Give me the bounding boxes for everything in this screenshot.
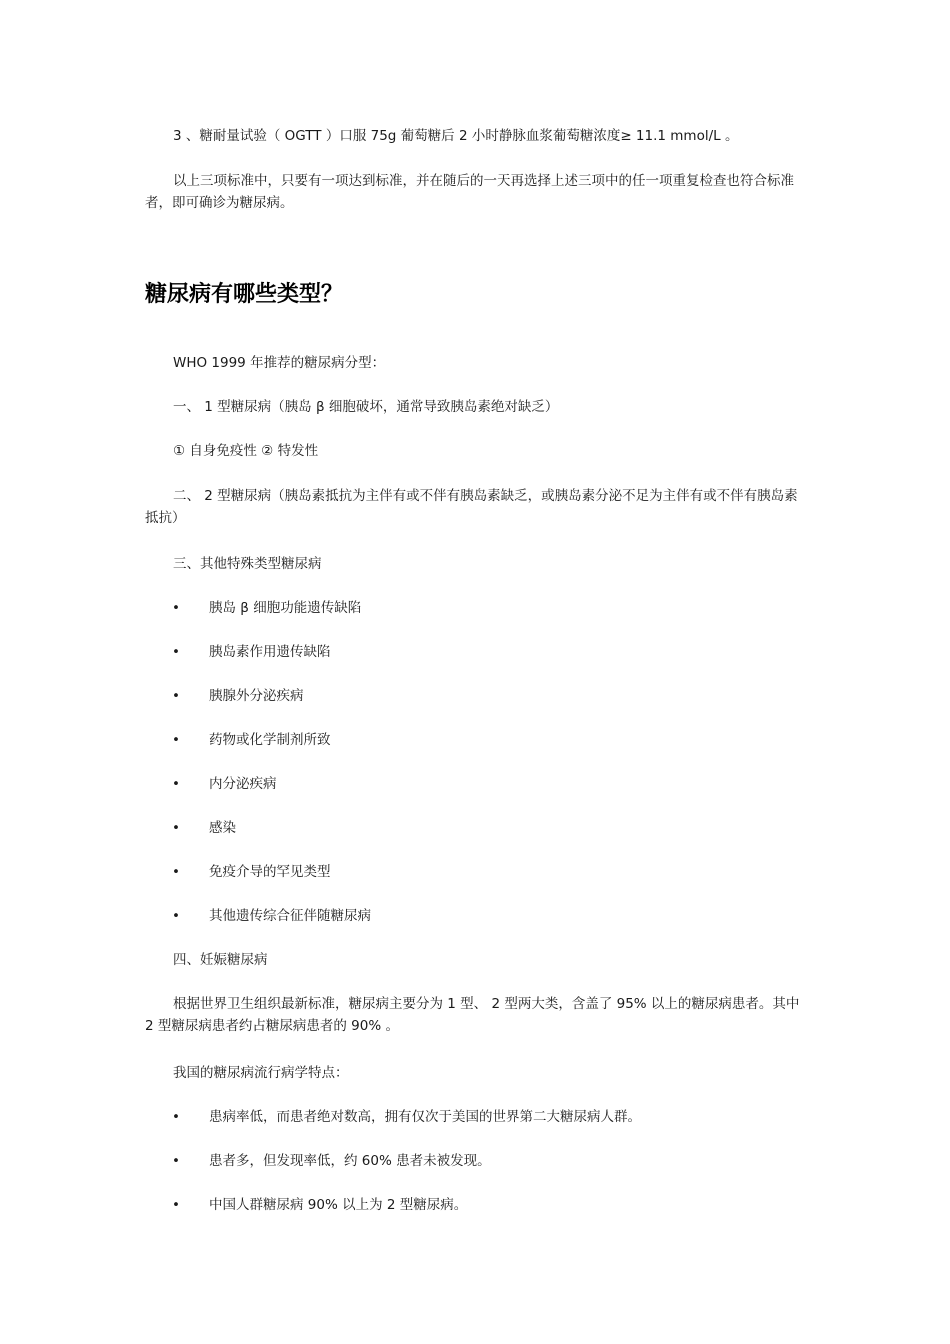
china-intro-paragraph: 我国的糖尿病流行病学特点： xyxy=(173,1065,349,1081)
list-item xyxy=(172,1194,812,1216)
list-item xyxy=(172,1106,812,1128)
bullet-icon: • xyxy=(172,864,180,880)
bullet-icon: • xyxy=(172,688,180,704)
list-item-text: 内分泌疾病 xyxy=(209,776,277,792)
list-item xyxy=(172,861,812,883)
bullet-icon: • xyxy=(172,1153,180,1169)
list-item xyxy=(172,641,812,663)
list-item xyxy=(172,685,812,707)
list-item-text: 患病率低，而患者绝对数高，拥有仅次于美国的世界第二大糖尿病人群。 xyxy=(209,1109,641,1125)
list-item-text: 其他遗传综合征伴随糖尿病 xyxy=(209,908,371,924)
who-summary-paragraph: 根据世界卫生组织最新标准，糖尿病主要分为 1 型、 2 型两大类，含盖了 95% 以上的糖尿病患者。其中 2 型糖尿病患者约占糖尿病患者的 90% 。 xyxy=(145,996,800,1034)
who-intro-paragraph: WHO 1999 年推荐的糖尿病分型： xyxy=(173,355,386,371)
list-item-text: 中国人群糖尿病 90% 以上为 2 型糖尿病。 xyxy=(209,1197,468,1213)
bullet-icon: • xyxy=(172,644,180,660)
bullet-icon: • xyxy=(172,820,180,836)
list-item-text: 胰岛 β 细胞功能遗传缺陷 xyxy=(209,600,362,616)
list-item xyxy=(172,729,812,751)
bullet-icon: • xyxy=(172,908,180,924)
type4-heading: 四、妊娠糖尿病 xyxy=(173,952,268,968)
bullet-icon: • xyxy=(172,600,180,616)
list-item xyxy=(172,817,812,839)
type1-subtypes: ① 自身免疫性 ② 特发性 xyxy=(173,443,319,459)
type2-paragraph: 二、 2 型糖尿病（胰岛素抵抗为主伴有或不伴有胰岛素缺乏，或胰岛素分泌不足为主伴有或不伴有胰岛素抵抗） xyxy=(145,488,798,526)
type3-heading: 三、其他特殊类型糖尿病 xyxy=(173,556,322,572)
diagnosis-note-paragraph: 以上三项标准中，只要有一项达到标准，并在随后的一天再选择上述三项中的任一项重复检查也符合标准者，即可确诊为糖尿病。 xyxy=(145,173,794,211)
bullet-icon: • xyxy=(172,1197,180,1213)
type1-paragraph: 一、 1 型糖尿病（胰岛 β 细胞破坏，通常导致胰岛素绝对缺乏） xyxy=(173,399,559,415)
bullet-icon: • xyxy=(172,1109,180,1125)
bullet-icon: • xyxy=(172,776,180,792)
section-heading: 糖尿病有哪些类型？ xyxy=(145,282,344,307)
list-item xyxy=(172,905,812,927)
list-item-text: 患者多，但发现率低，约 60% 患者未被发现。 xyxy=(209,1153,491,1169)
list-item xyxy=(172,597,812,619)
list-item-text: 胰腺外分泌疾病 xyxy=(209,688,304,704)
list-item-text: 胰岛素作用遗传缺陷 xyxy=(209,644,331,660)
criteria-3-paragraph: 3 、糖耐量试验（ OGTT ）口服 75g 葡萄糖后 2 小时静脉血浆葡萄糖浓度≥ 11.1 mmol/L 。 xyxy=(173,128,739,144)
bullet-icon: • xyxy=(172,732,180,748)
list-item-text: 药物或化学制剂所致 xyxy=(209,732,331,748)
list-item xyxy=(172,1150,812,1172)
list-item-text: 免疫介导的罕见类型 xyxy=(209,864,331,880)
list-item xyxy=(172,773,812,795)
list-item-text: 感染 xyxy=(209,820,236,836)
